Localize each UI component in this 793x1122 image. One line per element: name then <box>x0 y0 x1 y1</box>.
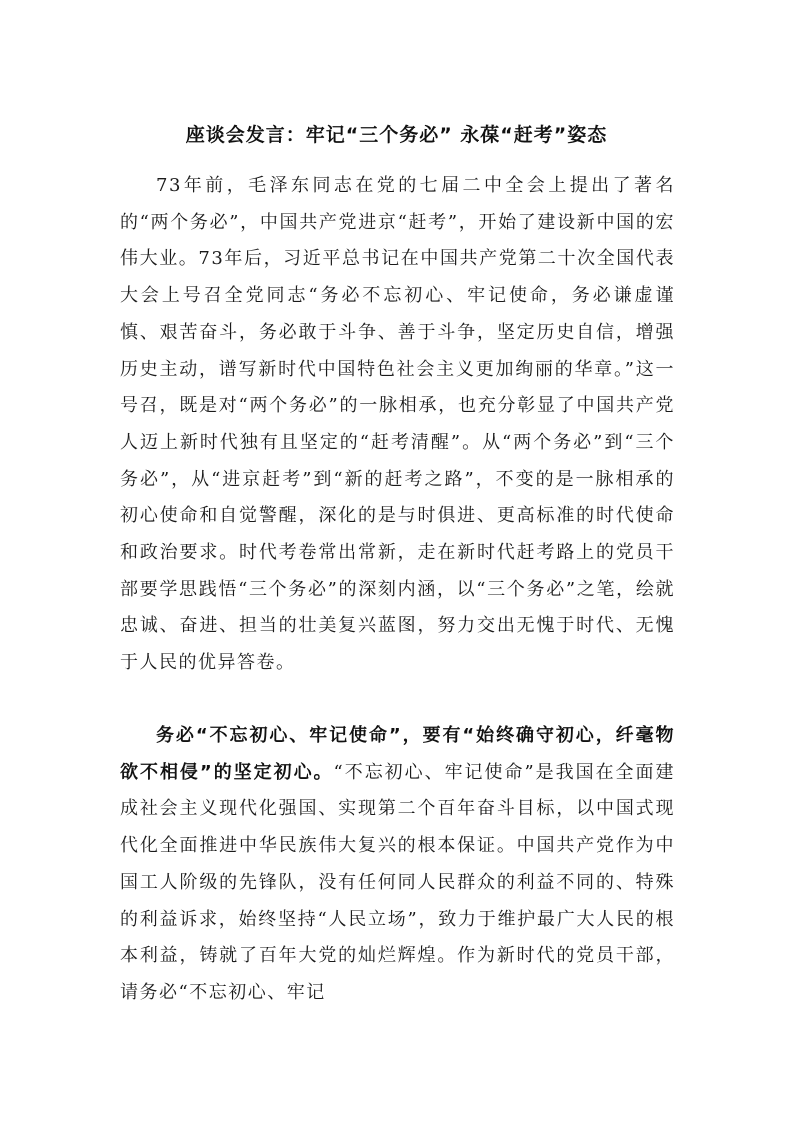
paragraph-text: “不忘初心、牢记使命”是我国在全面建成社会主义现代化强国、实现第二个百年奋斗目标，以中国式现代化全面推进中华民族伟大复兴的根本保证。中国共产党作为中国工人阶级的先锋队，没有任何同人民群众的利益不同的、特殊的利益诉求，始终坚持“人民立场”，致力于维护最广大人民的根本利益，铸就了百年大党的灿烂辉煌。作为新时代的党员干部，请务必“不忘初心、牢记 <box>120 761 675 1003</box>
paragraph-text: 73年前，毛泽东同志在党的七届二中全会上提出了著名的“两个务必”，中国共产党进京“赶考”，开始了建设新中国的宏伟大业。73年后，习近平总书记在中国共产党第二十次全国代表大会上号召全党同志“务必不忘初心、牢记使命，务必谦虚谨慎、艰苦奋斗，务必敢于斗争、善于斗争，坚定历史自信，增强历史主动，谱写新时代中国特色社会主义更加绚丽的华章。”这一号召，既是对“两个务必”的一脉相承，也充分彰显了中国共产党人迈上新时代独有且坚定的“赶考清醒”。从“两个务必”到“三个务必”，从“进京赶考”到“新的赶考之路”，不变的是一脉相承的初心使命和自觉警醒，深化的是与时俱进、更高标准的时代使命和政治要求。时代考卷常出常新，走在新时代赶考路上的党员干部要学思践悟“三个务必”的深刻内涵，以“三个务必”之笔，绘就忠诚、奋进、担当的壮美复兴蓝图，努力交出无愧于时代、无愧于人民的优异答卷。 <box>120 175 675 674</box>
body-paragraph <box>120 168 675 682</box>
document-title: 座谈会发言：牢记“三个务必” 永葆“赶考”姿态 <box>185 124 608 146</box>
body-paragraph <box>120 718 675 1012</box>
paragraph-lead: 务必“不忘初心、牢记使命”，要有“始终确守初心，纤毫物欲不相侵”的坚定初心。 <box>120 725 675 783</box>
